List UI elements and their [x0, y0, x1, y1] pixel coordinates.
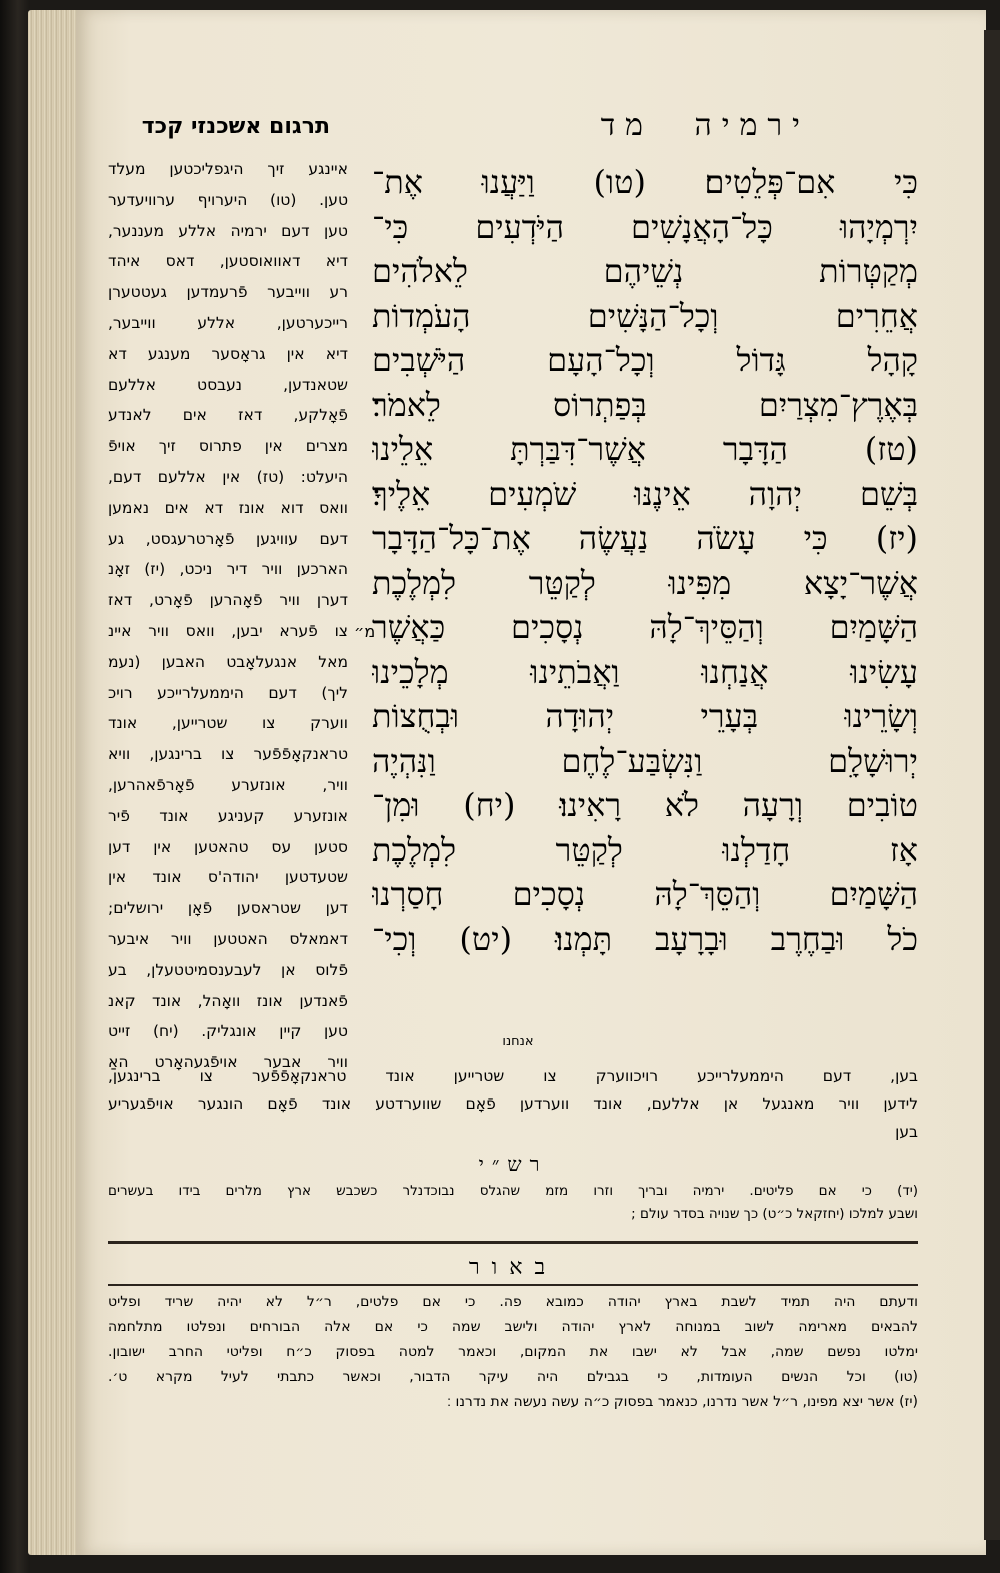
main-text-line: אֲחֵרִים וְכָל־הַנָּשִׁים הָעֹמְדוֹת	[372, 296, 918, 335]
main-text-line: אָז חָדַלְנוּ לְקַטֵּר לִמְלֶכֶת	[372, 830, 918, 869]
translation-line: ליך) דעם היממעלרייכע רויכ	[108, 683, 348, 702]
main-text-line: אֲשֶׁר־יָצָא מִפִּינוּ לְקַטֵּר לִמְלֶכֶת	[372, 563, 918, 602]
translation-line: דאמאלס האטטען וויר איבער	[108, 929, 348, 948]
catchword: אנחנו	[502, 1034, 534, 1049]
translation-line: צו פֿערא יבען, וואס וויר איינ	[108, 621, 348, 640]
rashi-commentary	[108, 1180, 918, 1226]
translation-line: שטאנדען, נעבסט אללעם	[108, 375, 348, 394]
main-text-line: קָהָל גָּדוֹל וְכָל־הָעָם הַיֹּשְׁבִים	[372, 341, 918, 379]
translation-line: מצרים אין פתרוס זיך אויפֿ	[108, 437, 348, 456]
translation-line: פֿאָלקע, דאז אים לאנדע	[108, 406, 348, 425]
translation-column	[108, 154, 348, 1072]
translation-line: איינגע זיך היגפליכטען מעלד	[108, 160, 348, 178]
translation-line: טען דעם ירמיה אללע מעננער,	[108, 221, 348, 240]
heading-underline	[108, 1284, 918, 1286]
rashi-line: (יד) כי אם פליטים. ירמיה ובריך וזרו מזמ שהגלס נבוכדנלר כשכבש ארץ מלרים בידו בעשרים	[108, 1183, 918, 1199]
translation-line: דיא דאוואוסטען, דאס איהד	[108, 252, 348, 271]
translation-line: דען שטראסען פֿאָן ירושלים;	[108, 899, 348, 918]
translation-cont-line: בען, דעם היממעלרייכע רויכווערק צו שטרייען אונד טראנקאָפֿפֿער צו ברינגען,	[108, 1067, 918, 1085]
translation-line: סטען עס טהאטען אין דען	[108, 837, 348, 856]
page-header	[110, 106, 930, 156]
margin-mark: מ״	[354, 622, 376, 641]
book-binding	[0, 0, 30, 1573]
page-edges	[28, 10, 76, 1555]
translation-cont-line: בען	[895, 1123, 918, 1141]
main-text-line: בְּאֶרֶץ־מִצְרַיִם בְּפַתְרוֹס לֵאמֹר׃	[372, 385, 918, 424]
translation-line: טען. (טו) היערויף ערוויעדער	[108, 190, 348, 209]
translation-line: פֿלוס אן לעבענסמיטטעלן, בע	[108, 960, 348, 979]
translation-line: טען קיין אונגליק. (יח) זייט	[108, 1022, 348, 1041]
main-text-line: כֹל וּבַחֶרֶב וּבָרָעָב תָּמְנוּ׃ (יט) וְכִי־	[372, 919, 918, 958]
main-text-line: הַשָּׁמַיִם וְהַסֵּךְ־לָהּ נְסָכִים חָסַרְנוּ	[372, 875, 918, 913]
translation-line: וואס דוא אונז דא אים נאמען	[108, 498, 348, 517]
translation-continuation	[108, 1062, 918, 1146]
translation-line: רייכערטען, אללע ווייבער,	[108, 313, 348, 332]
translation-line: ווערק צו שטרייען, אונד	[108, 714, 348, 733]
translation-line: דיא אין גראָסער מענגע דא	[108, 344, 348, 363]
translation-line: דערן וויר פֿאָהרען פֿאָרט, דאז	[108, 591, 348, 610]
translation-line: וויר אבער אויפֿגעהאָרט האַ	[108, 1053, 348, 1072]
translation-line: פֿאנדען אונז וואָהל, אונד קאנ	[108, 991, 348, 1010]
main-text-line: יִרְמְיָהוּ כָּל־הָאֲנָשִׁים הַיֹּדְעִים כִּי־	[372, 207, 918, 246]
translation-line: אונזערע קעניגע אונד פֿיר	[108, 806, 348, 825]
book-title: ירמיה	[694, 108, 810, 143]
translation-cont-line: לידען וויר מאנגעל אן אללעם, אונד ווערדען פֿאָם שווערדטע אונד פֿאָם הונגער אויפֿגעריע	[108, 1095, 918, 1113]
main-text-column	[372, 160, 918, 1030]
biur-heading: באור	[468, 1255, 558, 1280]
main-text-line: בְּשֵׁם יְהוָה אֵינֶנּוּ שֹׁמְעִים אֵלֶיךָ׃	[372, 474, 918, 513]
main-text-line: מְקַטְּרוֹת נְשֵׁיהֶם לֵאלֹהִים	[372, 252, 918, 290]
translation-line: טראנקאָפֿפֿער צו ברינגען, וויא	[108, 745, 348, 764]
translation-title: תרגום אשכנזי קכד	[141, 114, 330, 139]
biur-commentary	[108, 1290, 918, 1415]
main-text-line: יְרוּשָׁלִָם וַנִּשְׂבַּע־לֶחֶם וַנִּהְיֶה	[372, 741, 918, 780]
translation-line: רע ווייבער פֿרעמדען געטטערן	[108, 283, 348, 302]
main-text-line: (טז) הַדָּבָר אֲשֶׁר־דִּבַּרְתָּ אֵלֵינוּ	[372, 430, 918, 468]
biur-line: (יז) אשר יצא מפינו, ר״ל אשר נדרנו, כנאמר בפסוק כ״ה עשה נעשה את נדרנו ׃	[446, 1394, 918, 1410]
translation-line: וויר, אונזערע פֿאָרפֿאהרען,	[108, 775, 348, 794]
biur-line: (טו) וכל הנשים העומדות, כי בגבילם היה עיקר הדבור, וכאשר כתבתי לעיל מקרא ט׳.	[108, 1369, 918, 1385]
running-title	[601, 108, 810, 143]
translation-line: מאל אנגעלאָבט האבען (נעמ	[108, 652, 348, 671]
main-text-line: וְשָׂרֵינוּ בְּעָרֵי יְהוּדָה וּבְחֻצוֹת	[372, 697, 918, 735]
main-text-line: טוֹבִים וְרָעָה לֹא רָאִינוּ׃ (יח) וּמִן־	[372, 786, 918, 824]
rashi-line: ושבע למלכו (יחזקאל כ״ט) כך שנויה בסדר עולם ;	[631, 1206, 918, 1222]
translation-line: היעלט: (טז) אין אללעם דעם,	[108, 467, 348, 486]
biur-line: ימלטו נפשם שמה, אבל לא ישבו את המקום, וכאמר למטה בפסוק כ״ח ופליטי החרב ישובון.	[108, 1344, 918, 1360]
translation-line: דעם עוויגען פֿאָרטרעגסט, גע	[108, 529, 348, 548]
translation-line: שטעדטען יהודה'ס אונד אין	[108, 868, 348, 887]
section-divider	[108, 1241, 918, 1244]
translation-line: הארכען וויר דיר ניכט, (יז) זאָנ	[108, 560, 348, 579]
binding-edge	[984, 30, 1000, 1540]
biur-line: ודעתם היה תמיד לשבת בארץ יהודה כמובא פה. כי אם פלטים, ר״ל לא יהיה שריד ופליט	[108, 1294, 918, 1310]
biur-line: להבאים מארימה לשוב במנוחה לארץ יהודה ולישב שמה כי אם אלה הבורחים ונפלטו מתלחמה	[108, 1319, 918, 1335]
rashi-heading: רש״י	[478, 1152, 548, 1176]
main-text-line: עָשִׂינוּ אֲנַחְנוּ וַאֲבֹתֵינוּ מְלָכֵינוּ	[372, 652, 918, 691]
chapter-number: מד	[600, 108, 653, 143]
main-text-line: (יז) כִּי עָשֹׂה נַעֲשֶׂה אֶת־כָּל־הַדָּבָר	[372, 519, 918, 557]
main-text-line: כִּי אִם־פְּלֵטִים׃ (טו) וַיַּעֲנוּ אֶת־	[372, 163, 918, 201]
main-text-line: הַשָּׁמַיִם וְהַסֵּיךְ־לָהּ נְסָכִים כַּאֲשֶׁר	[372, 608, 918, 646]
